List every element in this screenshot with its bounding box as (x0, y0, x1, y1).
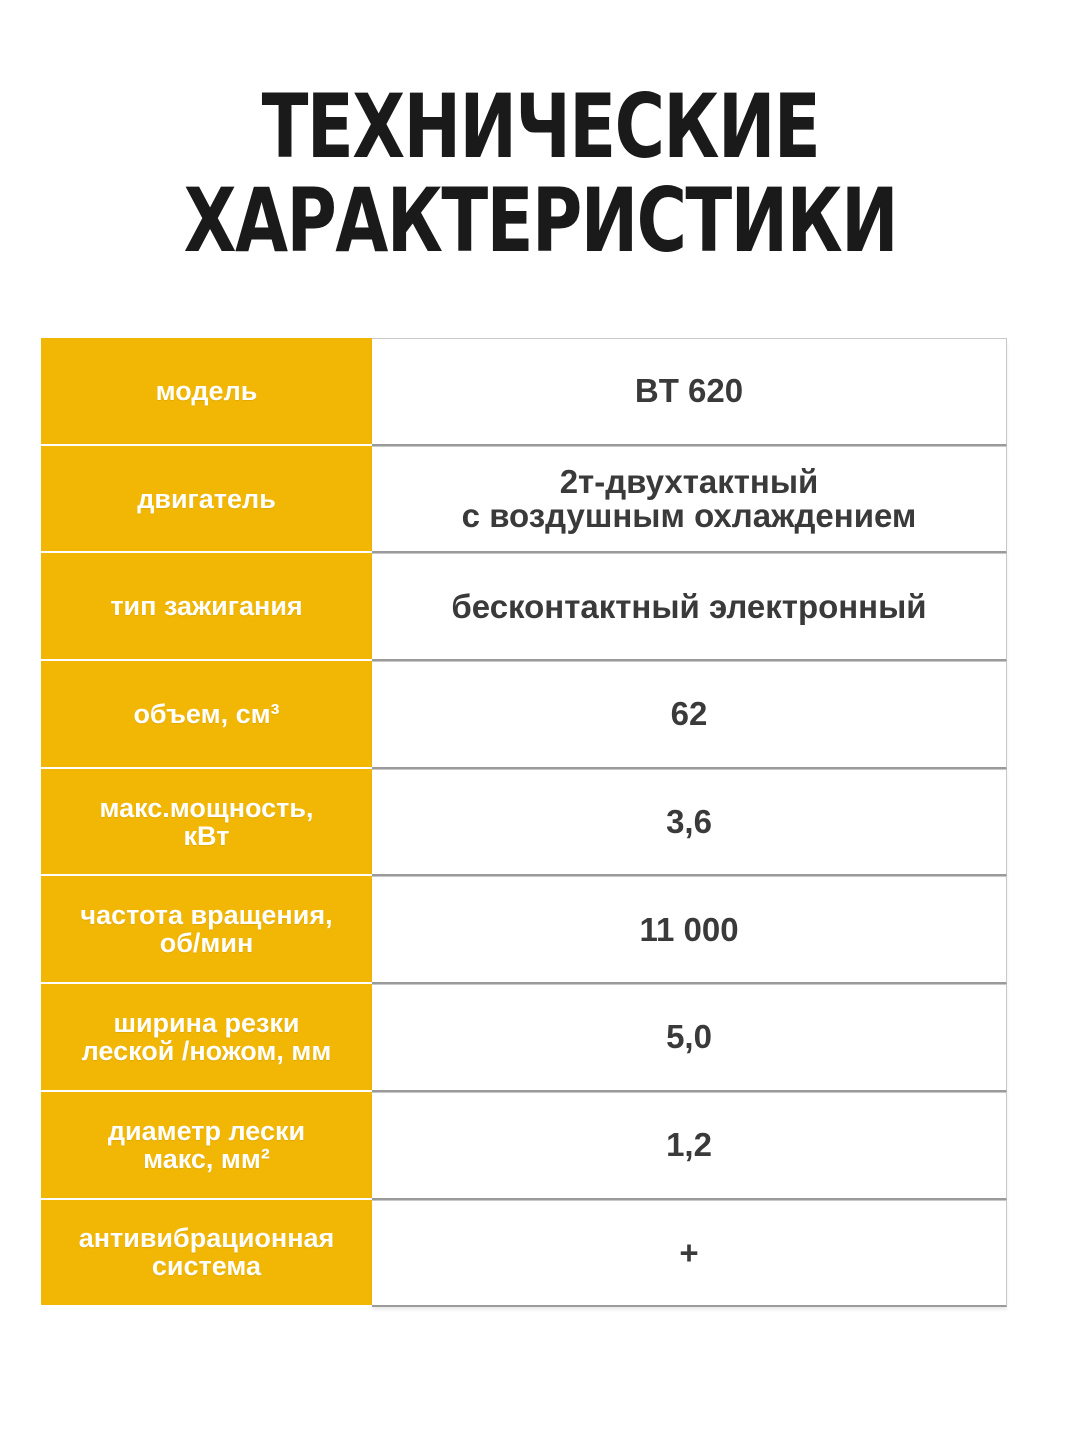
page-title (0, 75, 1080, 272)
spec-label: макс.мощность, кВт (41, 769, 372, 877)
spec-label: антивибрационная система (41, 1200, 372, 1308)
spec-row-antivibration (41, 1200, 1007, 1308)
spec-value: 1,2 (372, 1092, 1007, 1200)
spec-value: 2т-двухтактный с воздушным охлаждением (372, 446, 1007, 554)
spec-value: BT 620 (372, 338, 1007, 446)
spec-row-engine (41, 446, 1007, 554)
spec-value: + (372, 1200, 1007, 1308)
spec-value: 3,6 (372, 769, 1007, 877)
spec-row-power (41, 769, 1007, 877)
spec-row-rpm (41, 876, 1007, 984)
spec-label: частота вращения, об/мин (41, 876, 372, 984)
spec-label: тип зажигания (41, 553, 372, 661)
spec-label: модель (41, 338, 372, 446)
spec-row-line-diameter (41, 1092, 1007, 1200)
spec-value: 11 000 (372, 876, 1007, 984)
spec-label: объем, см³ (41, 661, 372, 769)
spec-label: двигатель (41, 446, 372, 554)
page-title-line2: ХАРАКТЕРИСТИКИ (183, 169, 897, 272)
spec-value: 62 (372, 661, 1007, 769)
specs-table (41, 338, 1007, 1307)
spec-value: 5,0 (372, 984, 1007, 1092)
spec-label: диаметр лески макс, мм² (41, 1092, 372, 1200)
spec-row-ignition (41, 553, 1007, 661)
spec-row-model (41, 338, 1007, 446)
spec-value: бесконтактный электронный (372, 553, 1007, 661)
spec-row-volume (41, 661, 1007, 769)
page-title-line1: ТЕХНИЧЕСКИЕ (261, 75, 819, 178)
spec-row-cut-width (41, 984, 1007, 1092)
spec-label: ширина резки леской /ножом, мм (41, 984, 372, 1092)
